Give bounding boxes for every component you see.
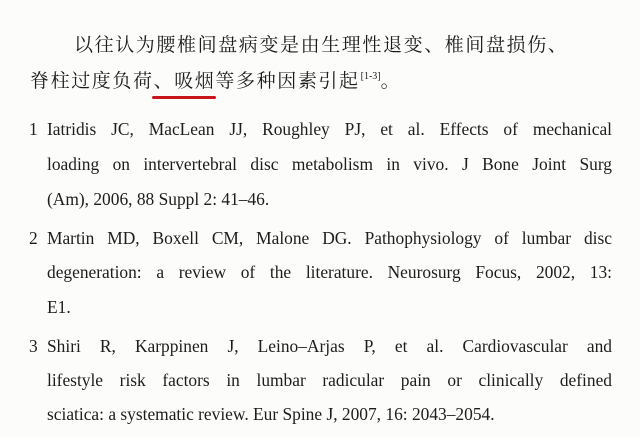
- reference-number-1: 1: [29, 119, 38, 139]
- reference-3-line-2: lifestyle risk factors in lumbar radicular pain or clinically defined: [47, 370, 612, 390]
- reference-2-line-1: Martin MD, Boxell CM, Malone DG. Pathophysiology of lumbar disc: [47, 228, 612, 248]
- reference-3-line-1: Shiri R, Karppinen J, Leino–Arjas P, et al. Cardiovascular and: [47, 336, 612, 356]
- reference-number-2: 2: [29, 228, 38, 248]
- paragraph-line-1: [74, 30, 568, 57]
- reference-1-line-2: loading on intervertebral disc metabolism in vivo. J Bone Joint Surg: [47, 154, 612, 174]
- paragraph-line-2-after: 等多种因素引起: [215, 70, 360, 92]
- citation-superscript: [1-3]: [360, 71, 381, 82]
- reference-number-3: 3: [29, 336, 38, 356]
- paragraph-line-2-before: 脊柱过度负荷: [30, 70, 154, 92]
- paragraph-end-punctuation: 。: [380, 70, 400, 92]
- reference-2-line-2: degeneration: a review of the literature. Neurosurg Focus, 2002, 13:: [47, 262, 612, 282]
- reference-1-line-3: (Am), 2006, 88 Suppl 2: 41–46.: [47, 189, 270, 209]
- paragraph-line-2: [30, 66, 400, 93]
- reference-3-line-3: sciatica: a systematic review. Eur Spine J, 2007, 16: 2043–2054.: [47, 404, 495, 424]
- reference-1-line-1: Iatridis JC, MacLean JJ, Roughley PJ, et al. Effects of mechanical: [47, 119, 612, 139]
- paragraph-line-1-text: 以往认为腰椎间盘病变是由生理性退变、椎间盘损伤、: [74, 34, 569, 56]
- highlighted-smoking-text: 、吸烟: [154, 66, 216, 93]
- reference-2-line-3: E1.: [47, 297, 71, 317]
